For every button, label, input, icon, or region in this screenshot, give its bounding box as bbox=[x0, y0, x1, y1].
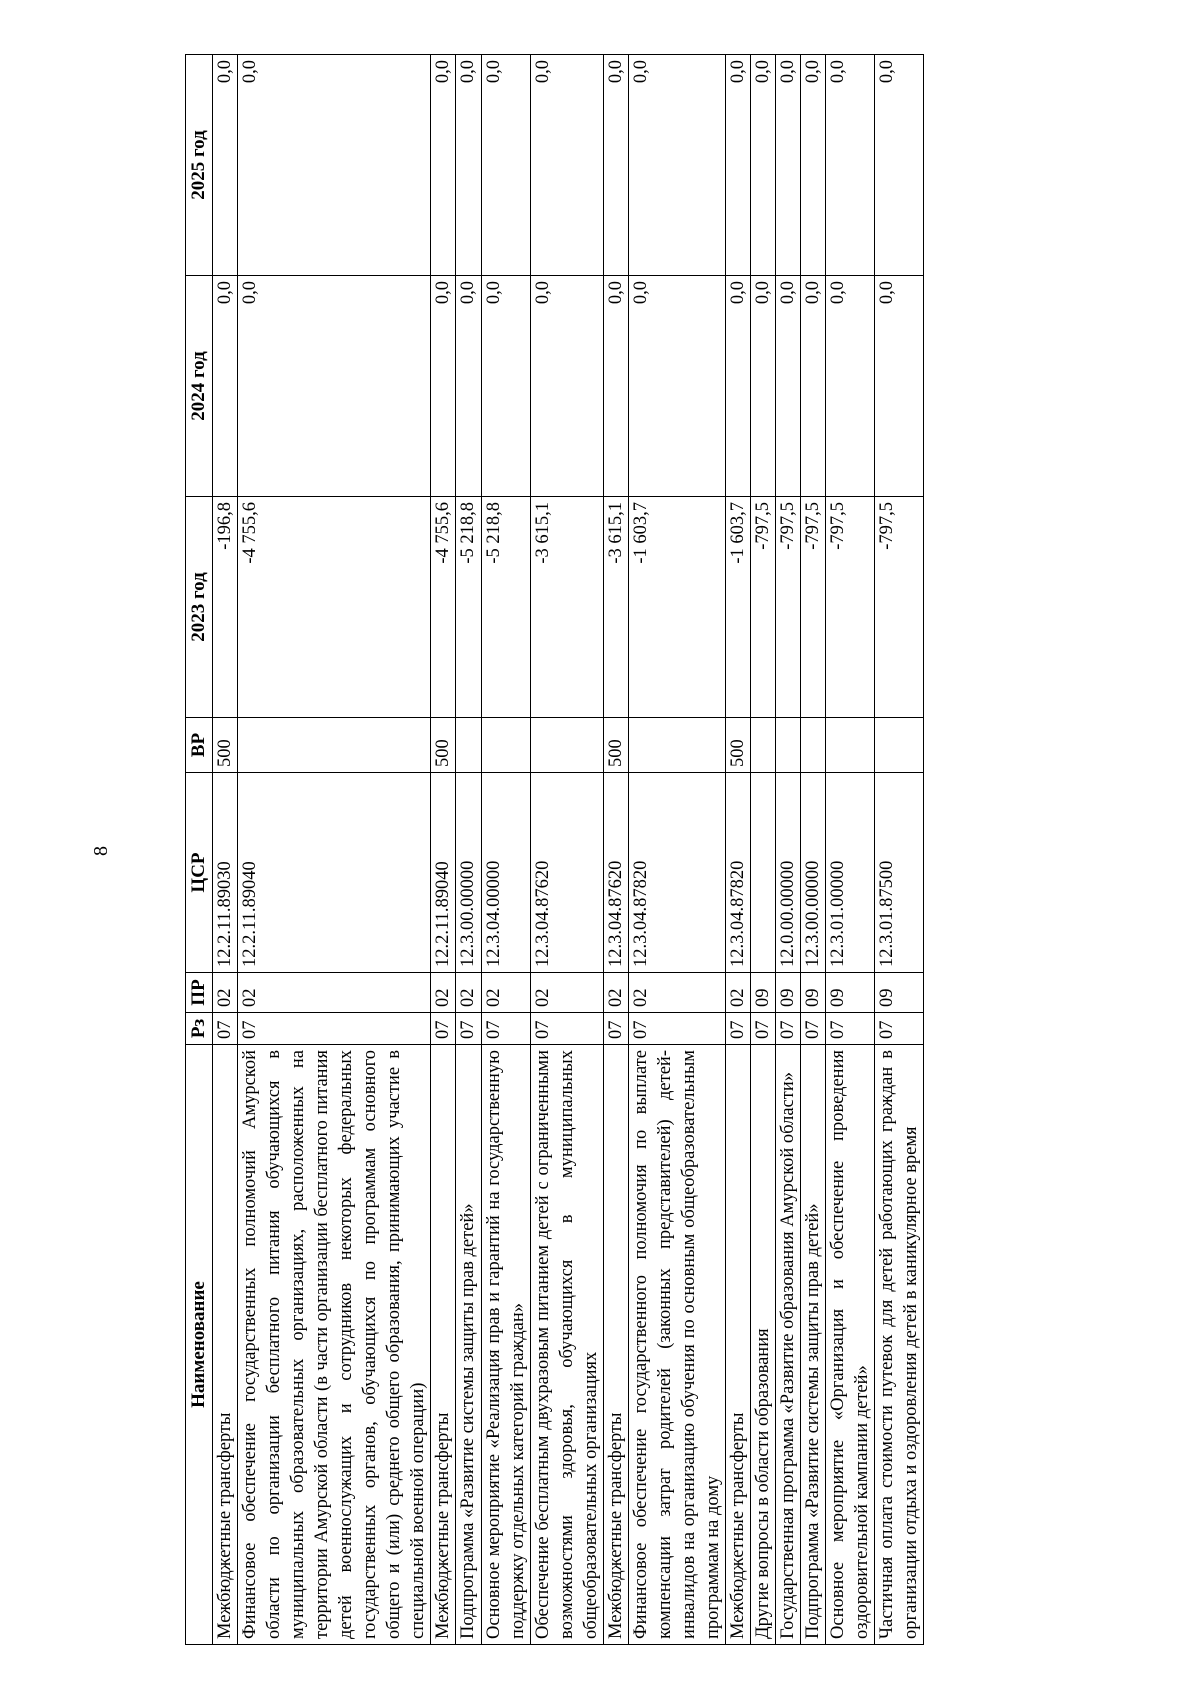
row-rz: 07 bbox=[776, 1013, 801, 1045]
row-vr bbox=[801, 718, 826, 773]
row-name: Государственная программа «Развитие образования Амурской области» bbox=[776, 1045, 801, 1645]
table-row bbox=[603, 55, 628, 1645]
row-2025: 0,0 bbox=[238, 55, 431, 276]
row-2023: -196,8 bbox=[213, 497, 238, 718]
row-2025: 0,0 bbox=[725, 55, 750, 276]
row-2025: 0,0 bbox=[776, 55, 801, 276]
table-header-row bbox=[186, 55, 213, 1645]
budget-table bbox=[185, 54, 924, 1645]
row-rz: 07 bbox=[725, 1013, 750, 1045]
row-pr: 09 bbox=[875, 973, 924, 1013]
row-pr: 02 bbox=[238, 973, 431, 1013]
row-csr: 12.3.04.87620 bbox=[603, 773, 628, 973]
row-2024: 0,0 bbox=[456, 276, 481, 497]
row-2024: 0,0 bbox=[751, 276, 776, 497]
row-csr: 12.3.04.87820 bbox=[628, 773, 725, 973]
row-2024: 0,0 bbox=[725, 276, 750, 497]
row-vr: 500 bbox=[725, 718, 750, 773]
row-2024: 0,0 bbox=[530, 276, 603, 497]
row-2025: 0,0 bbox=[826, 55, 875, 276]
row-pr: 09 bbox=[826, 973, 875, 1013]
row-csr: 12.3.04.00000 bbox=[481, 773, 530, 973]
row-pr: 02 bbox=[213, 973, 238, 1013]
row-vr bbox=[481, 718, 530, 773]
row-2025: 0,0 bbox=[628, 55, 725, 276]
row-vr bbox=[776, 718, 801, 773]
header-name: Наименование bbox=[186, 1045, 213, 1645]
row-2023: -797,5 bbox=[776, 497, 801, 718]
row-2023: -797,5 bbox=[826, 497, 875, 718]
row-vr bbox=[751, 718, 776, 773]
row-2023: -4 755,6 bbox=[238, 497, 431, 718]
row-rz: 07 bbox=[530, 1013, 603, 1045]
row-rz: 07 bbox=[213, 1013, 238, 1045]
row-2023: -5 218,8 bbox=[456, 497, 481, 718]
row-2024: 0,0 bbox=[238, 276, 431, 497]
row-csr: 12.0.00.00000 bbox=[776, 773, 801, 973]
row-2023: -797,5 bbox=[875, 497, 924, 718]
row-rz: 07 bbox=[456, 1013, 481, 1045]
table-row bbox=[238, 55, 431, 1645]
header-2023: 2023 год bbox=[186, 497, 213, 718]
row-pr: 02 bbox=[456, 973, 481, 1013]
row-name: Межбюджетные трансферты bbox=[603, 1045, 628, 1645]
header-2025: 2025 год bbox=[186, 55, 213, 276]
table-row bbox=[875, 55, 924, 1645]
row-csr: 12.3.01.87500 bbox=[875, 773, 924, 973]
row-2025: 0,0 bbox=[530, 55, 603, 276]
row-2024: 0,0 bbox=[776, 276, 801, 497]
row-name: Основное мероприятие «Реализация прав и гарантий на государственную поддержку отдельных категорий граждан» bbox=[481, 1045, 530, 1645]
row-name: Финансовое обеспечение государственного полномочия по выплате компенсации затрат родителей (законных представителей) детей-инвалидов на организацию обучения по основным общеобразовательным программам на дому bbox=[628, 1045, 725, 1645]
row-csr: 12.3.00.00000 bbox=[801, 773, 826, 973]
row-csr: 12.3.00.00000 bbox=[456, 773, 481, 973]
table-row bbox=[725, 55, 750, 1645]
row-pr: 09 bbox=[751, 973, 776, 1013]
row-2023: -3 615,1 bbox=[530, 497, 603, 718]
table-row bbox=[751, 55, 776, 1645]
row-2024: 0,0 bbox=[431, 276, 456, 497]
row-2023: -1 603,7 bbox=[628, 497, 725, 718]
row-pr: 02 bbox=[431, 973, 456, 1013]
row-csr: 12.2.11.89040 bbox=[431, 773, 456, 973]
row-pr: 02 bbox=[603, 973, 628, 1013]
table-row bbox=[431, 55, 456, 1645]
row-name: Подпрограмма «Развитие системы защиты прав детей» bbox=[801, 1045, 826, 1645]
row-2023: -797,5 bbox=[751, 497, 776, 718]
row-2023: -5 218,8 bbox=[481, 497, 530, 718]
row-2025: 0,0 bbox=[801, 55, 826, 276]
row-vr: 500 bbox=[603, 718, 628, 773]
row-rz: 07 bbox=[751, 1013, 776, 1045]
rotated-table-container bbox=[185, 55, 1015, 1645]
row-2023: -1 603,7 bbox=[725, 497, 750, 718]
row-csr: 12.3.01.00000 bbox=[826, 773, 875, 973]
row-csr: 12.3.04.87620 bbox=[530, 773, 603, 973]
row-rz: 07 bbox=[875, 1013, 924, 1045]
row-2024: 0,0 bbox=[603, 276, 628, 497]
table-row bbox=[530, 55, 603, 1645]
row-2024: 0,0 bbox=[826, 276, 875, 497]
row-csr: 12.2.11.89030 bbox=[213, 773, 238, 973]
row-pr: 09 bbox=[776, 973, 801, 1013]
row-vr bbox=[875, 718, 924, 773]
row-rz: 07 bbox=[826, 1013, 875, 1045]
table-row bbox=[481, 55, 530, 1645]
table-row bbox=[213, 55, 238, 1645]
row-2023: -4 755,6 bbox=[431, 497, 456, 718]
row-name: Межбюджетные трансферты bbox=[213, 1045, 238, 1645]
table-row bbox=[776, 55, 801, 1645]
row-2025: 0,0 bbox=[481, 55, 530, 276]
header-csr: ЦСР bbox=[186, 773, 213, 973]
row-vr bbox=[456, 718, 481, 773]
header-pr: ПР bbox=[186, 973, 213, 1013]
row-2025: 0,0 bbox=[875, 55, 924, 276]
row-name: Подпрограмма «Развитие системы защиты прав детей» bbox=[456, 1045, 481, 1645]
row-2025: 0,0 bbox=[751, 55, 776, 276]
table-row bbox=[628, 55, 725, 1645]
row-2024: 0,0 bbox=[875, 276, 924, 497]
row-pr: 02 bbox=[628, 973, 725, 1013]
row-vr bbox=[238, 718, 431, 773]
table-row bbox=[826, 55, 875, 1645]
row-name: Обеспечение бесплатным двухразовым питанием детей с ограниченными возможностями здоровья, обучающихся в муниципальных общеобразовательных организациях bbox=[530, 1045, 603, 1645]
row-rz: 07 bbox=[603, 1013, 628, 1045]
row-vr bbox=[826, 718, 875, 773]
header-2024: 2024 год bbox=[186, 276, 213, 497]
row-pr: 02 bbox=[481, 973, 530, 1013]
table-row bbox=[801, 55, 826, 1645]
row-2024: 0,0 bbox=[628, 276, 725, 497]
row-vr bbox=[530, 718, 603, 773]
row-name: Основное мероприятие «Организация и обеспечение проведения оздоровительной кампании детей» bbox=[826, 1045, 875, 1645]
row-name: Межбюджетные трансферты bbox=[725, 1045, 750, 1645]
row-rz: 07 bbox=[628, 1013, 725, 1045]
row-csr bbox=[751, 773, 776, 973]
row-2025: 0,0 bbox=[213, 55, 238, 276]
row-pr: 02 bbox=[530, 973, 603, 1013]
row-rz: 07 bbox=[238, 1013, 431, 1045]
table-row bbox=[456, 55, 481, 1645]
row-rz: 07 bbox=[481, 1013, 530, 1045]
row-2024: 0,0 bbox=[213, 276, 238, 497]
row-csr: 12.3.04.87820 bbox=[725, 773, 750, 973]
row-pr: 09 bbox=[801, 973, 826, 1013]
row-vr: 500 bbox=[431, 718, 456, 773]
row-2025: 0,0 bbox=[456, 55, 481, 276]
row-2024: 0,0 bbox=[801, 276, 826, 497]
row-2025: 0,0 bbox=[603, 55, 628, 276]
row-rz: 07 bbox=[431, 1013, 456, 1045]
row-name: Частичная оплата стоимости путевок для детей работающих граждан в организации отдыха и оздоровления детей в каникулярное время bbox=[875, 1045, 924, 1645]
header-vr: ВР bbox=[186, 718, 213, 773]
header-rz: Рз bbox=[186, 1013, 213, 1045]
row-pr: 02 bbox=[725, 973, 750, 1013]
row-rz: 07 bbox=[801, 1013, 826, 1045]
row-2025: 0,0 bbox=[431, 55, 456, 276]
row-name: Другие вопросы в области образования bbox=[751, 1045, 776, 1645]
row-name: Финансовое обеспечение государственных полномочий Амурской области по организации бесплатного питания обучающихся в муниципальных образовательных организациях, расположенных на территории Амурской области (в части организации бесплатного питания детей военнослужащих и сотрудников некоторых федеральных государственных органов, обучающихся по программам основного общего и (или) среднего общего образования, принимающих участие в специальной военной операции) bbox=[238, 1045, 431, 1645]
row-vr bbox=[628, 718, 725, 773]
row-2023: -797,5 bbox=[801, 497, 826, 718]
row-vr: 500 bbox=[213, 718, 238, 773]
page-number: 8 bbox=[90, 846, 112, 856]
row-2023: -3 615,1 bbox=[603, 497, 628, 718]
row-csr: 12.2.11.89040 bbox=[238, 773, 431, 973]
row-name: Межбюджетные трансферты bbox=[431, 1045, 456, 1645]
row-2024: 0,0 bbox=[481, 276, 530, 497]
